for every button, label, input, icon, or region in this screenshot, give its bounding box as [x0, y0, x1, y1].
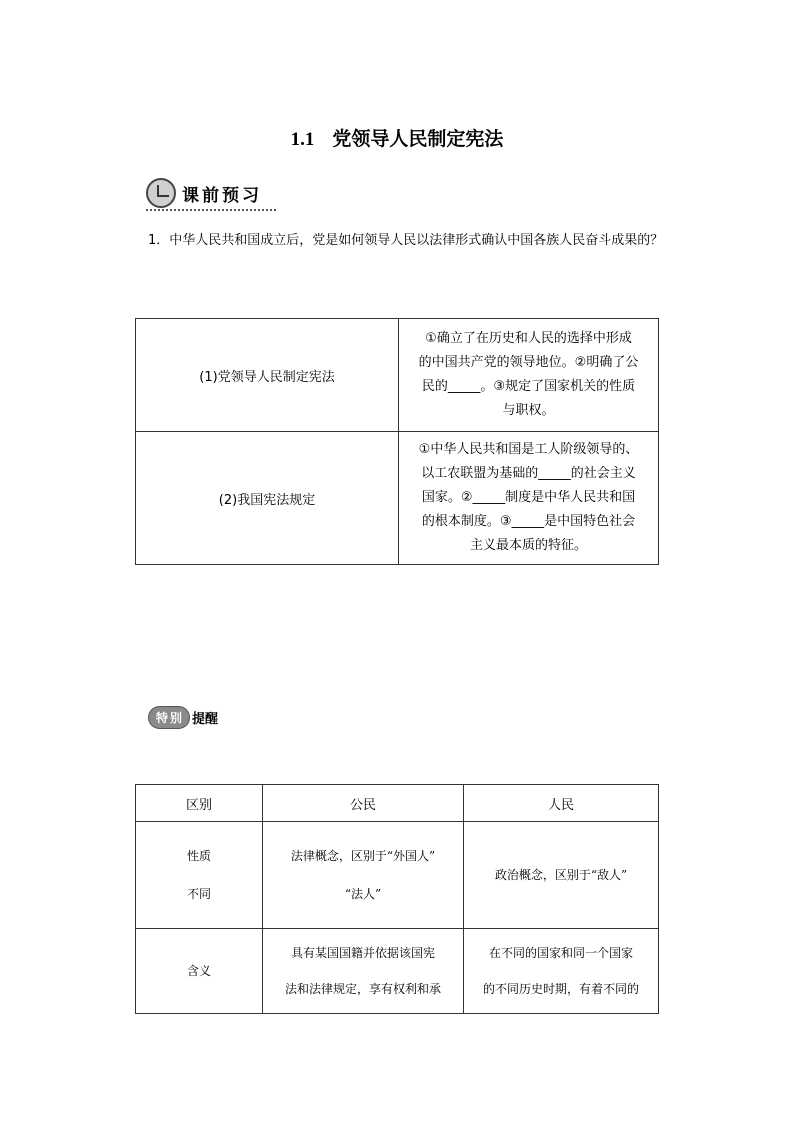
- row-label: [136, 822, 263, 929]
- label-line: 含义: [186, 964, 211, 978]
- cell-line: 的不同历史时期，有着不同的: [482, 982, 639, 996]
- badge-char: 别: [170, 711, 183, 725]
- column-header: 公民: [263, 785, 464, 822]
- badge-char: 特: [156, 711, 169, 725]
- row-label: (1)党领导人民制定宪法: [136, 319, 399, 432]
- section-underline: [146, 209, 276, 211]
- row-content: [399, 319, 659, 432]
- content-line: 国家。②_____制度是中华人民共和国: [421, 490, 636, 505]
- label-line: 不同: [186, 887, 211, 901]
- question-1: 1．中华人民共和国成立后，党是如何领导人民以法律形式确认中国各族人民奋斗成果的？: [148, 233, 664, 248]
- cell-line: 具有某国国籍并依据该国宪: [290, 946, 435, 960]
- table-row: [136, 319, 659, 432]
- table-header-row: [136, 785, 659, 822]
- section-header-preview: [146, 178, 262, 208]
- answer-table: [135, 318, 659, 565]
- label-line: 性质: [186, 849, 211, 863]
- cell-line: “法人”: [344, 887, 382, 901]
- table-row: [136, 822, 659, 929]
- section-reminder-label: 提醒: [192, 712, 219, 727]
- stopwatch-icon: [146, 178, 176, 208]
- cell-line: 法律概念，区别于“外国人”: [290, 849, 436, 863]
- column-header: 人民: [464, 785, 659, 822]
- special-badge: [148, 706, 190, 729]
- column-header: 区别: [136, 785, 263, 822]
- page-title: [0, 124, 794, 151]
- content-line: 的中国共产党的领导地位。②明确了公: [418, 355, 639, 370]
- citizen-cell: [263, 929, 464, 1014]
- row-content: [399, 432, 659, 565]
- content-line: 与职权。: [502, 403, 555, 418]
- cell-line: 在不同的国家和同一个国家: [488, 946, 633, 960]
- citizen-cell: [263, 822, 464, 929]
- title-text: 党领导人民制定宪法: [332, 128, 504, 150]
- table-row: [136, 432, 659, 565]
- people-cell: [464, 929, 659, 1014]
- section-header-reminder: [148, 706, 218, 729]
- table-row: [136, 929, 659, 1014]
- content-line: 以工农联盟为基础的_____的社会主义: [421, 466, 636, 481]
- row-label: [136, 929, 263, 1014]
- section-number: 1.1: [290, 129, 315, 150]
- content-line: 民的_____。③规定了国家机关的性质: [421, 379, 636, 394]
- section-preview-label: 课前预习: [182, 185, 262, 206]
- content-line: 的根本制度。③_____是中国特色社会: [421, 514, 636, 529]
- cell-line: 政治概念，区别于“敌人”: [494, 868, 628, 882]
- content-line: 主义最本质的特征。: [469, 538, 587, 553]
- people-cell: [464, 822, 659, 929]
- cell-line: 法和法律规定，享有权利和承: [284, 982, 441, 996]
- content-line: ①确立了在历史和人民的选择中形成: [425, 331, 632, 346]
- comparison-table: [135, 784, 659, 1014]
- row-label: (2)我国宪法规定: [136, 432, 399, 565]
- content-line: ①中华人民共和国是工人阶级领导的、: [418, 442, 639, 457]
